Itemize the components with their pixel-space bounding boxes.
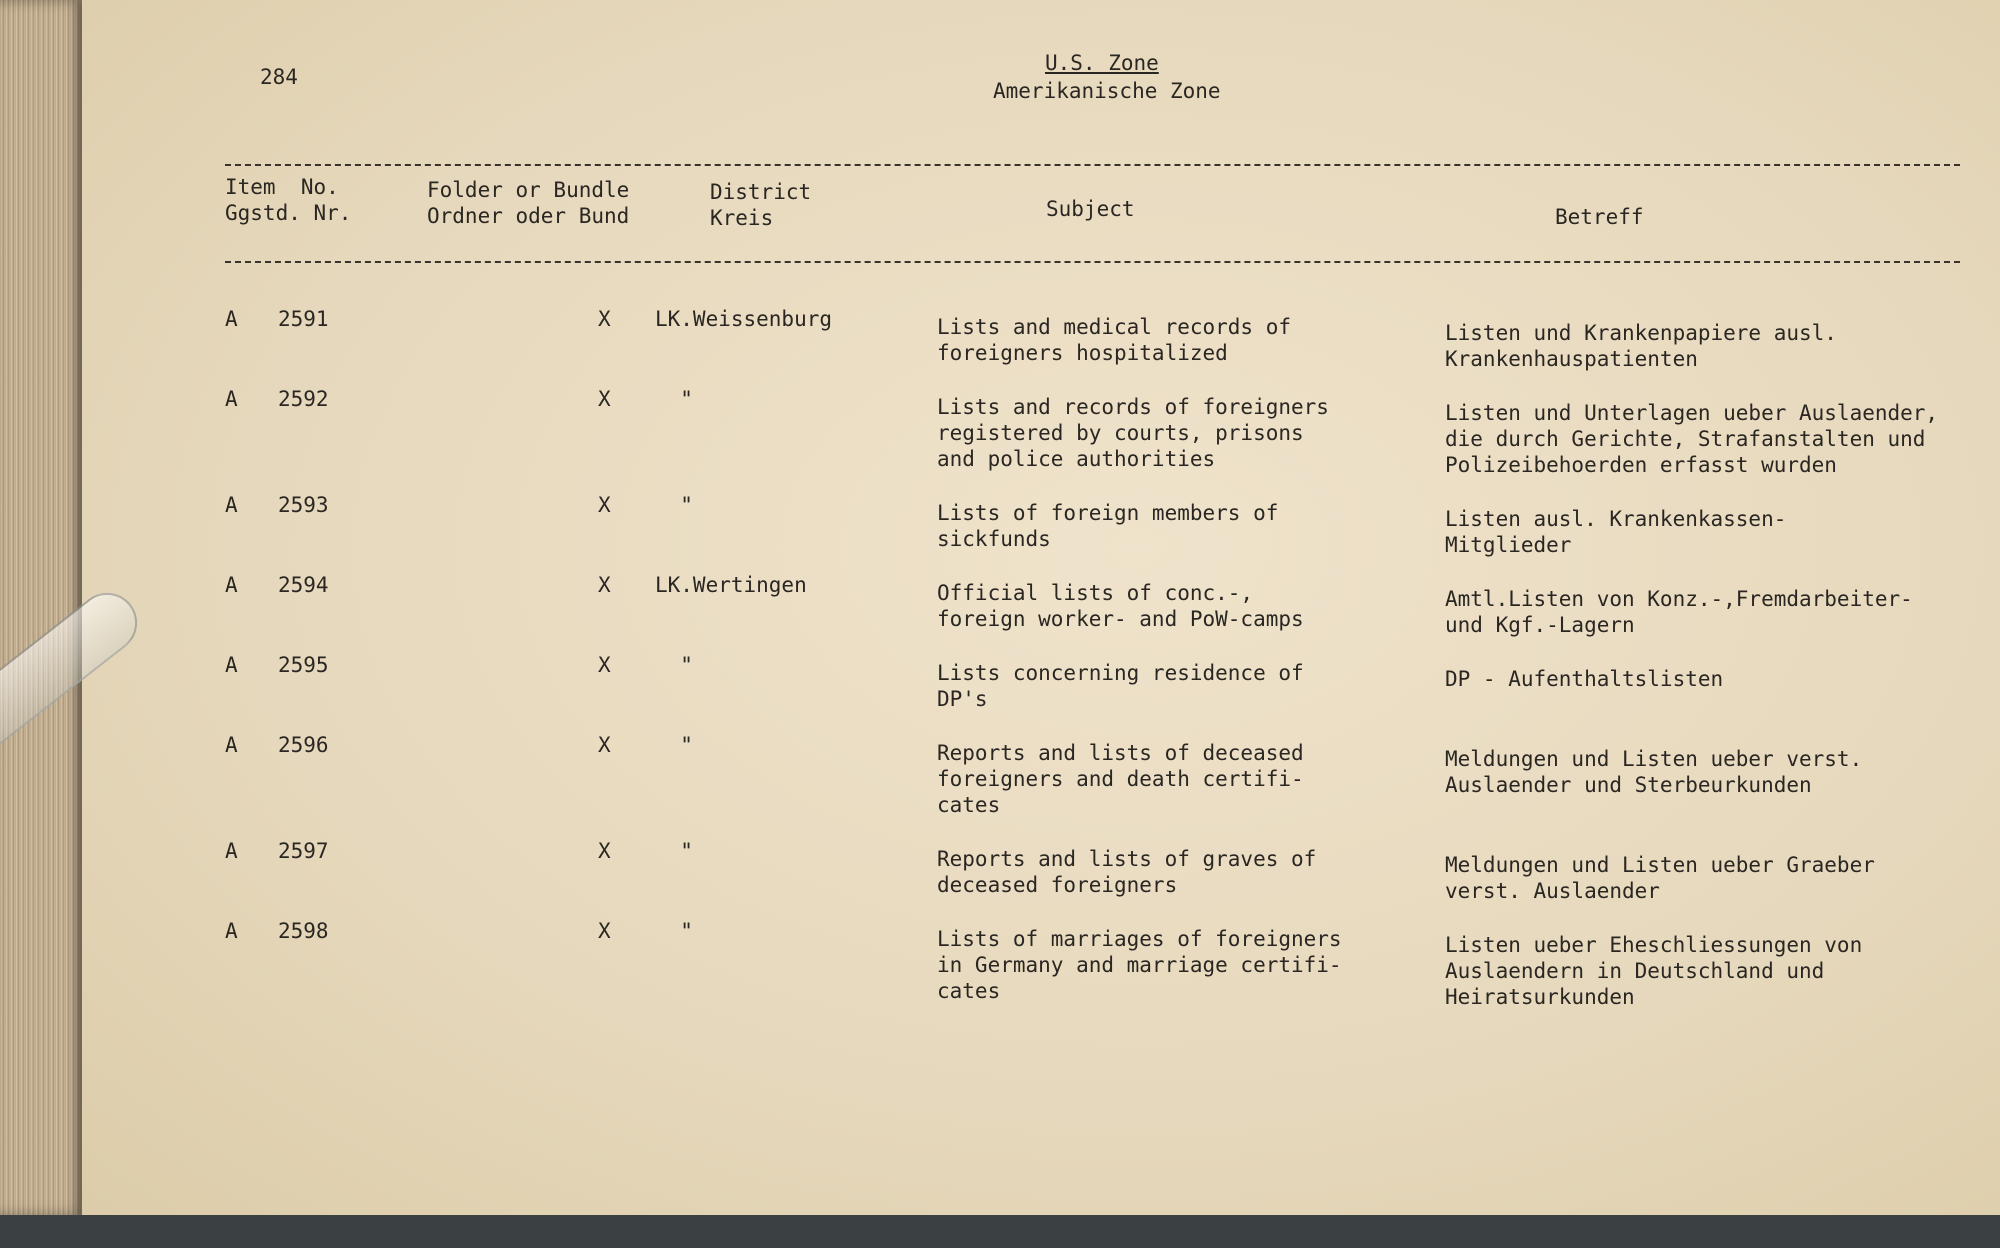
subject-text: Lists of marriages of foreigners in Germany and marriage certifi- cates [937, 927, 1342, 1003]
folder-mark: X [598, 387, 611, 411]
header-folder-en: Folder or Bundle [427, 178, 630, 202]
betreff-text: Listen und Unterlagen ueber Auslaender, die durch Gerichte, Strafanstalten und Polizeibehoerden erfasst wurden [1445, 401, 1939, 477]
page-number: 284 [260, 65, 298, 89]
page-title-de: Amerikanische Zone [993, 79, 1221, 103]
district: " [655, 493, 693, 517]
item-number: 2594 [278, 573, 329, 597]
district: " [655, 653, 693, 677]
table-row [0, 732, 2000, 817]
betreff-text: Meldungen und Listen ueber verst. Auslaender und Sterbeurkunden [1445, 747, 1863, 797]
folder-mark: X [598, 919, 611, 943]
item-number: 2595 [278, 653, 329, 677]
page-title-en: U.S. Zone [1045, 51, 1159, 75]
betreff-text: Listen ueber Eheschliessungen von Auslaendern in Deutschland und Heiratsurkunden [1445, 933, 1863, 1009]
item-number: 2598 [278, 919, 329, 943]
district: " [655, 839, 693, 863]
subject-text: Reports and lists of graves of deceased foreigners [937, 847, 1317, 897]
folder-mark: X [598, 307, 611, 331]
table-row [0, 572, 2000, 652]
subject-text: Lists and records of foreigners registered by courts, prisons and police authorities [937, 395, 1329, 471]
header-district-de: Kreis [710, 206, 774, 230]
subject-text: Lists and medical records of foreigners hospitalized [937, 315, 1292, 365]
betreff-text: Listen ausl. Krankenkassen- Mitglieder [1445, 507, 1787, 557]
folder-mark: X [598, 839, 611, 863]
item-letter: A [225, 573, 238, 597]
folder-mark: X [598, 493, 611, 517]
item-number: 2593 [278, 493, 329, 517]
folder-mark: X [598, 653, 611, 677]
header-folder-de: Ordner oder Bund [427, 204, 630, 228]
item-letter: A [225, 839, 238, 863]
header-item-no-de: Ggstd. Nr. [225, 201, 352, 225]
table-row [0, 306, 2000, 386]
header-item-no-en: Item No. [225, 175, 339, 199]
table-row [0, 838, 2000, 918]
betreff-text: DP - Aufenthaltslisten [1445, 667, 1724, 691]
district: " [655, 733, 693, 757]
betreff-text: Meldungen und Listen ueber Graeber verst. Auslaender [1445, 853, 1875, 903]
header-subject: Subject [1046, 197, 1135, 221]
header-rule-top [225, 164, 1960, 166]
item-letter: A [225, 733, 238, 757]
betreff-text: Listen und Krankenpapiere ausl. Krankenhauspatienten [1445, 321, 1837, 371]
subject-text: Official lists of conc.-, foreign worker- and PoW-camps [937, 581, 1304, 631]
item-number: 2596 [278, 733, 329, 757]
subject-text: Lists concerning residence of DP's [937, 661, 1304, 711]
header-betreff: Betreff [1555, 205, 1644, 229]
header-rule-bottom [225, 261, 1960, 263]
table-row [0, 918, 2000, 1009]
item-number: 2592 [278, 387, 329, 411]
folder-mark: X [598, 733, 611, 757]
district: " [655, 919, 693, 943]
item-letter: A [225, 493, 238, 517]
item-number: 2591 [278, 307, 329, 331]
table-row [0, 386, 2000, 477]
item-letter: A [225, 653, 238, 677]
district: LK.Wertingen [655, 573, 807, 597]
item-number: 2597 [278, 839, 329, 863]
folder-mark: X [598, 573, 611, 597]
header-district-en: District [710, 180, 812, 204]
table-row [0, 652, 2000, 732]
betreff-text: Amtl.Listen von Konz.-,Fremdarbeiter- und Kgf.-Lagern [1445, 587, 1913, 637]
district: " [655, 387, 693, 411]
item-letter: A [225, 307, 238, 331]
item-letter: A [225, 919, 238, 943]
item-letter: A [225, 387, 238, 411]
scanner-bottom-edge [0, 1215, 2000, 1248]
table-row [0, 492, 2000, 572]
district: LK.Weissenburg [655, 307, 833, 331]
subject-text: Reports and lists of deceased foreigners and death certifi- cates [937, 741, 1304, 817]
subject-text: Lists of foreign members of sickfunds [937, 501, 1279, 551]
